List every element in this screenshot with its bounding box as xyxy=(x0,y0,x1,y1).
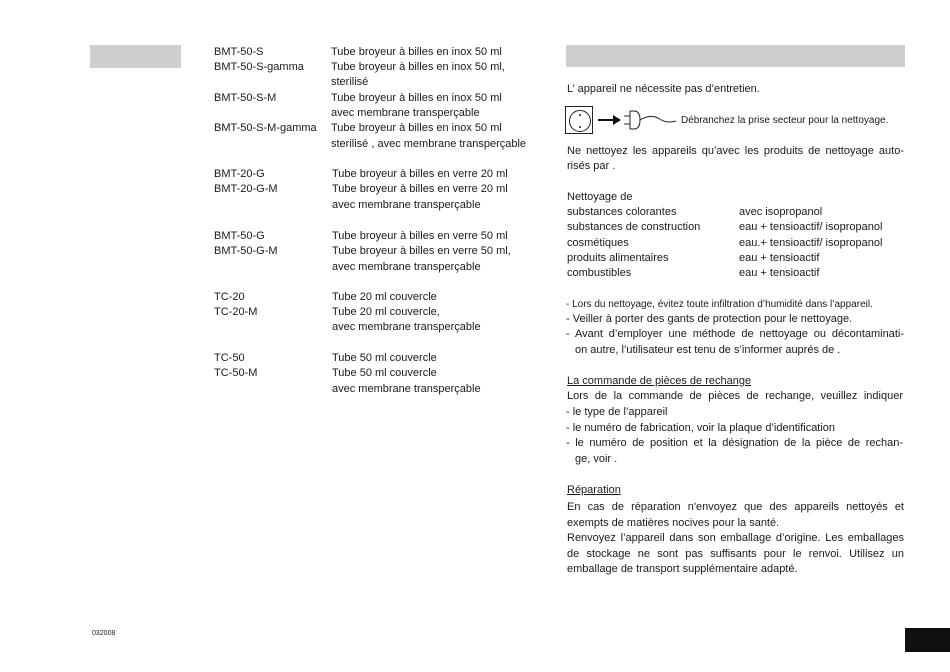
accessory-code: BMT-20-G xyxy=(214,168,265,180)
bullet-gloves: - Veiller à porter des gants de protection pour le nettoyage. xyxy=(566,313,853,325)
repair-line-1: En cas de réparation n'envoyez que des appareils nettoyés et xyxy=(567,501,904,513)
bullet-moisture: - Lors du nettoyage, évitez toute infiltration d’humidité dans l’appareil. xyxy=(566,299,873,310)
spares-line-2: - le type de l’appareil xyxy=(566,406,668,418)
accessory-description: avec membrane transperçable xyxy=(332,383,481,395)
spares-line-3: - le numéro de fabrication, voir la plaque d’identification xyxy=(566,422,836,434)
accessory-code: TC-20-M xyxy=(214,306,258,318)
page-tab-marker xyxy=(905,628,950,652)
accessory-description: avec membrane transperçable xyxy=(332,261,481,273)
cleaning-paragraph-line-2: risés par . xyxy=(567,160,616,172)
cleaning-table-heading: Nettoyage de xyxy=(567,191,633,203)
accessory-description: Tube 20 ml couvercle, xyxy=(332,306,440,318)
spares-heading: La commande de pièces de rechange xyxy=(567,375,752,387)
accessory-description: avec membrane transperçable xyxy=(331,107,480,119)
footer-code: 032008 xyxy=(92,630,116,637)
repair-line-5: emballage de transport supplémentaire adapté. xyxy=(567,563,798,575)
accessory-description: sterilisé , avec membrane transperçable xyxy=(331,138,527,150)
cleaning-agent: eau.+ tensioactif/ isopropanol xyxy=(739,236,883,249)
accessory-code: BMT-50-G xyxy=(214,230,265,242)
accessory-description: Tube 20 ml couvercle xyxy=(332,291,437,303)
cleaning-substance: substances colorantes xyxy=(567,206,677,218)
repair-heading: Réparation xyxy=(567,484,621,496)
accessory-description: Tube broyeur à billes en verre 50 ml, xyxy=(332,245,511,257)
cleaning-agent: eau + tensioactif xyxy=(739,267,820,280)
accessory-code: BMT-50-S-M-gamma xyxy=(214,122,317,134)
accessory-description: avec membrane transperçable xyxy=(332,199,481,211)
accessory-description: Tube broyeur à billes en inox 50 ml xyxy=(331,92,502,104)
cleaning-agent: avec isopropanol xyxy=(739,206,823,218)
accessory-description: sterilisé xyxy=(331,76,369,88)
spares-line-1: Lors de la commande de pièces de rechange, veuillez indiquer xyxy=(567,390,903,402)
cleaning-substance: produits alimentaires xyxy=(567,251,669,264)
unplug-instruction: Débranchez la prise secteur pour la nettoyage. xyxy=(681,115,889,126)
socket-icon xyxy=(565,106,593,134)
unplug-icon xyxy=(596,108,678,132)
accessory-code: BMT-50-G-M xyxy=(214,245,278,257)
spares-line-5: ge, voir . xyxy=(575,453,618,465)
accessory-description: Tube broyeur à billes en verre 20 ml xyxy=(332,183,508,195)
cleaning-agent: eau + tensioactif xyxy=(739,251,820,264)
accessory-code: BMT-50-S-M xyxy=(214,92,277,104)
accessory-code: TC-50-M xyxy=(214,367,258,379)
right-section-header-bar xyxy=(566,45,905,67)
cleaning-substance: substances de construction xyxy=(567,221,701,234)
accessory-code: BMT-50-S xyxy=(214,46,264,58)
accessory-description: Tube 50 ml couvercle xyxy=(332,367,437,379)
accessory-description: Tube broyeur à billes en inox 50 ml, xyxy=(331,61,505,73)
repair-line-3: Renvoyez l’appareil dans son emballage d’origine. Les emballages xyxy=(567,532,904,544)
maintenance-intro: L’ appareil ne nécessite pas d’entretien. xyxy=(567,83,760,95)
accessory-code: TC-20 xyxy=(214,291,245,303)
spares-line-4: - le numéro de position et la désignation de la pièce de rechan- xyxy=(566,437,903,449)
left-section-header-bar xyxy=(90,45,181,68)
repair-line-4: de stockage ne sont pas suffisants pour le renvoi. Utilisez un xyxy=(567,548,904,560)
cleaning-paragraph-line-1: Ne nettoyez les appareils qu’avec les produits de nettoyage auto- xyxy=(567,145,904,157)
bullet-decontamination-line-1: - Avant d’employer une méthode de nettoyage ou décontaminati- xyxy=(566,328,904,340)
repair-line-2: exempts de matières nocives pour la santé. xyxy=(567,517,780,529)
cleaning-agent: eau + tensioactif/ isopropanol xyxy=(739,221,883,234)
accessory-description: Tube broyeur à billes en inox 50 ml xyxy=(331,122,502,134)
accessory-code: TC-50 xyxy=(214,352,245,364)
accessory-description: Tube broyeur à billes en verre 20 ml xyxy=(332,168,508,180)
accessory-description: Tube 50 ml couvercle xyxy=(332,352,437,364)
accessory-code: BMT-20-G-M xyxy=(214,183,278,195)
bullet-decontamination-line-2: on autre, l’utilisateur est tenu de s’informer auprés de . xyxy=(575,344,841,356)
cleaning-substance: cosmétiques xyxy=(567,236,629,249)
cleaning-substance: combustibles xyxy=(567,267,632,280)
accessory-code: BMT-50-S-gamma xyxy=(214,61,304,73)
accessory-description: avec membrane transperçable xyxy=(332,321,481,333)
accessory-description: Tube broyeur à billes en inox 50 ml xyxy=(331,46,502,58)
accessory-description: Tube broyeur à billes en verre 50 ml xyxy=(332,230,508,242)
